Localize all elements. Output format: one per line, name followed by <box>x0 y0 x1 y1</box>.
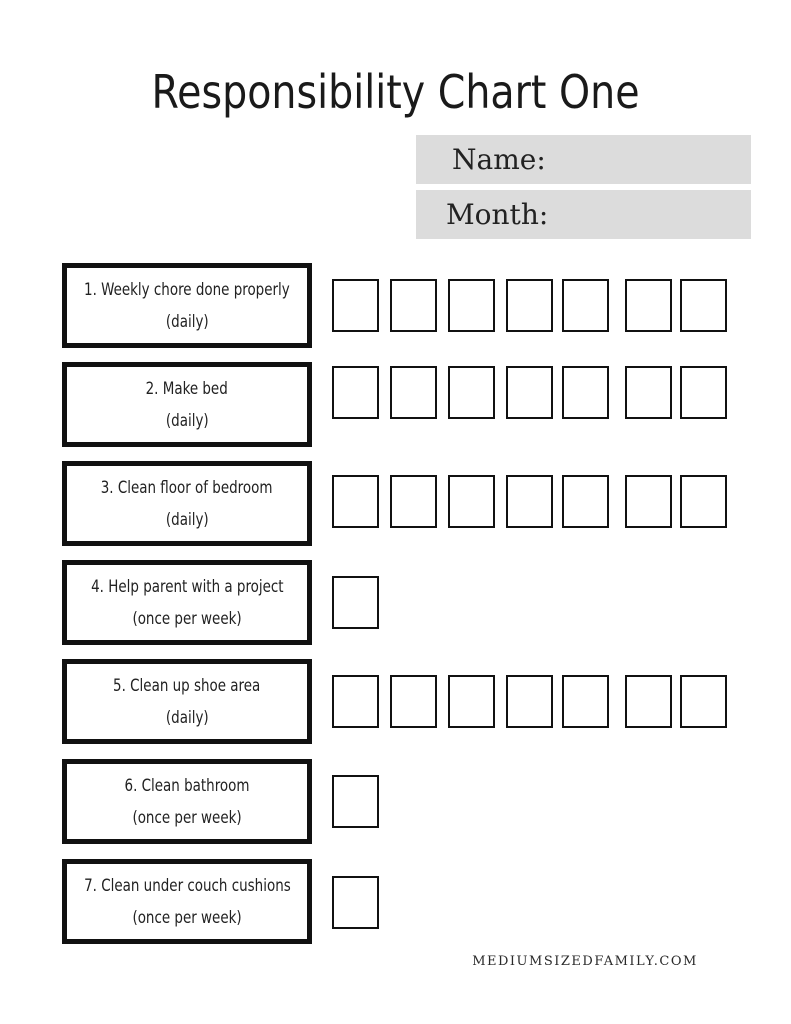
task-5-checkbox-1[interactable] <box>332 675 379 728</box>
task-5-checkbox-3[interactable] <box>448 675 495 728</box>
task-3-checkbox-5[interactable] <box>562 475 609 528</box>
task-3-checkbox-3[interactable] <box>448 475 495 528</box>
task-2-checkboxes <box>0 366 791 420</box>
task-2-checkbox-5[interactable] <box>562 366 609 419</box>
task-5-frequency: (daily) <box>165 707 209 728</box>
task-1-checkbox-2[interactable] <box>390 279 437 332</box>
task-2-checkbox-6[interactable] <box>625 366 672 419</box>
task-1-label: 1. Weekly chore done properly <box>84 279 290 300</box>
task-6-checkbox-1[interactable] <box>332 775 379 828</box>
task-3-checkbox-7[interactable] <box>680 475 727 528</box>
task-3-checkbox-1[interactable] <box>332 475 379 528</box>
task-6-frequency: (once per week) <box>132 807 242 828</box>
task-2-frequency: (daily) <box>165 410 209 431</box>
task-4-checkbox-1[interactable] <box>332 576 379 629</box>
task-2-checkbox-1[interactable] <box>332 366 379 419</box>
task-3-frequency: (daily) <box>165 509 209 530</box>
footer-website: MEDIUMSIZEDFAMILY.COM <box>472 954 698 969</box>
task-1-checkbox-7[interactable] <box>680 279 727 332</box>
task-1-checkbox-3[interactable] <box>448 279 495 332</box>
task-7-checkbox-1[interactable] <box>332 876 379 929</box>
task-6-checkboxes <box>0 775 791 829</box>
task-3-checkboxes <box>0 475 791 529</box>
task-7-frequency: (once per week) <box>132 907 242 928</box>
task-4-frequency: (once per week) <box>132 608 242 629</box>
task-7-label: 7. Clean under couch cushions <box>83 875 291 896</box>
task-5-checkbox-6[interactable] <box>625 675 672 728</box>
task-7-checkboxes <box>0 876 791 930</box>
task-5-label: 5. Clean up shoe area <box>113 675 261 696</box>
task-2-label: 2. Make bed <box>145 378 229 399</box>
task-1-checkbox-5[interactable] <box>562 279 609 332</box>
task-1-checkbox-6[interactable] <box>625 279 672 332</box>
task-4-checkboxes <box>0 576 791 630</box>
task-3-checkbox-2[interactable] <box>390 475 437 528</box>
task-5-checkbox-5[interactable] <box>562 675 609 728</box>
task-2-checkbox-7[interactable] <box>680 366 727 419</box>
name-field[interactable] <box>416 135 751 184</box>
task-5-checkbox-4[interactable] <box>506 675 553 728</box>
task-6-label: 6. Clean bathroom <box>124 775 250 796</box>
month-field[interactable] <box>416 190 751 239</box>
task-3-label: 3. Clean floor of bedroom <box>101 477 273 498</box>
task-1-checkbox-1[interactable] <box>332 279 379 332</box>
task-3-checkbox-4[interactable] <box>506 475 553 528</box>
task-5-checkbox-7[interactable] <box>680 675 727 728</box>
chart-title: Responsibility Chart One <box>151 65 640 119</box>
name-label: Name: <box>452 143 546 176</box>
task-5-checkbox-2[interactable] <box>390 675 437 728</box>
task-3-checkbox-6[interactable] <box>625 475 672 528</box>
task-2-checkbox-3[interactable] <box>448 366 495 419</box>
task-5-checkboxes <box>0 675 791 729</box>
task-1-checkboxes <box>0 279 791 333</box>
task-1-frequency: (daily) <box>165 311 209 332</box>
month-label: Month: <box>446 198 549 231</box>
task-4-label: 4. Help parent with a project <box>90 576 284 597</box>
task-2-checkbox-4[interactable] <box>506 366 553 419</box>
task-2-checkbox-2[interactable] <box>390 366 437 419</box>
task-1-checkbox-4[interactable] <box>506 279 553 332</box>
